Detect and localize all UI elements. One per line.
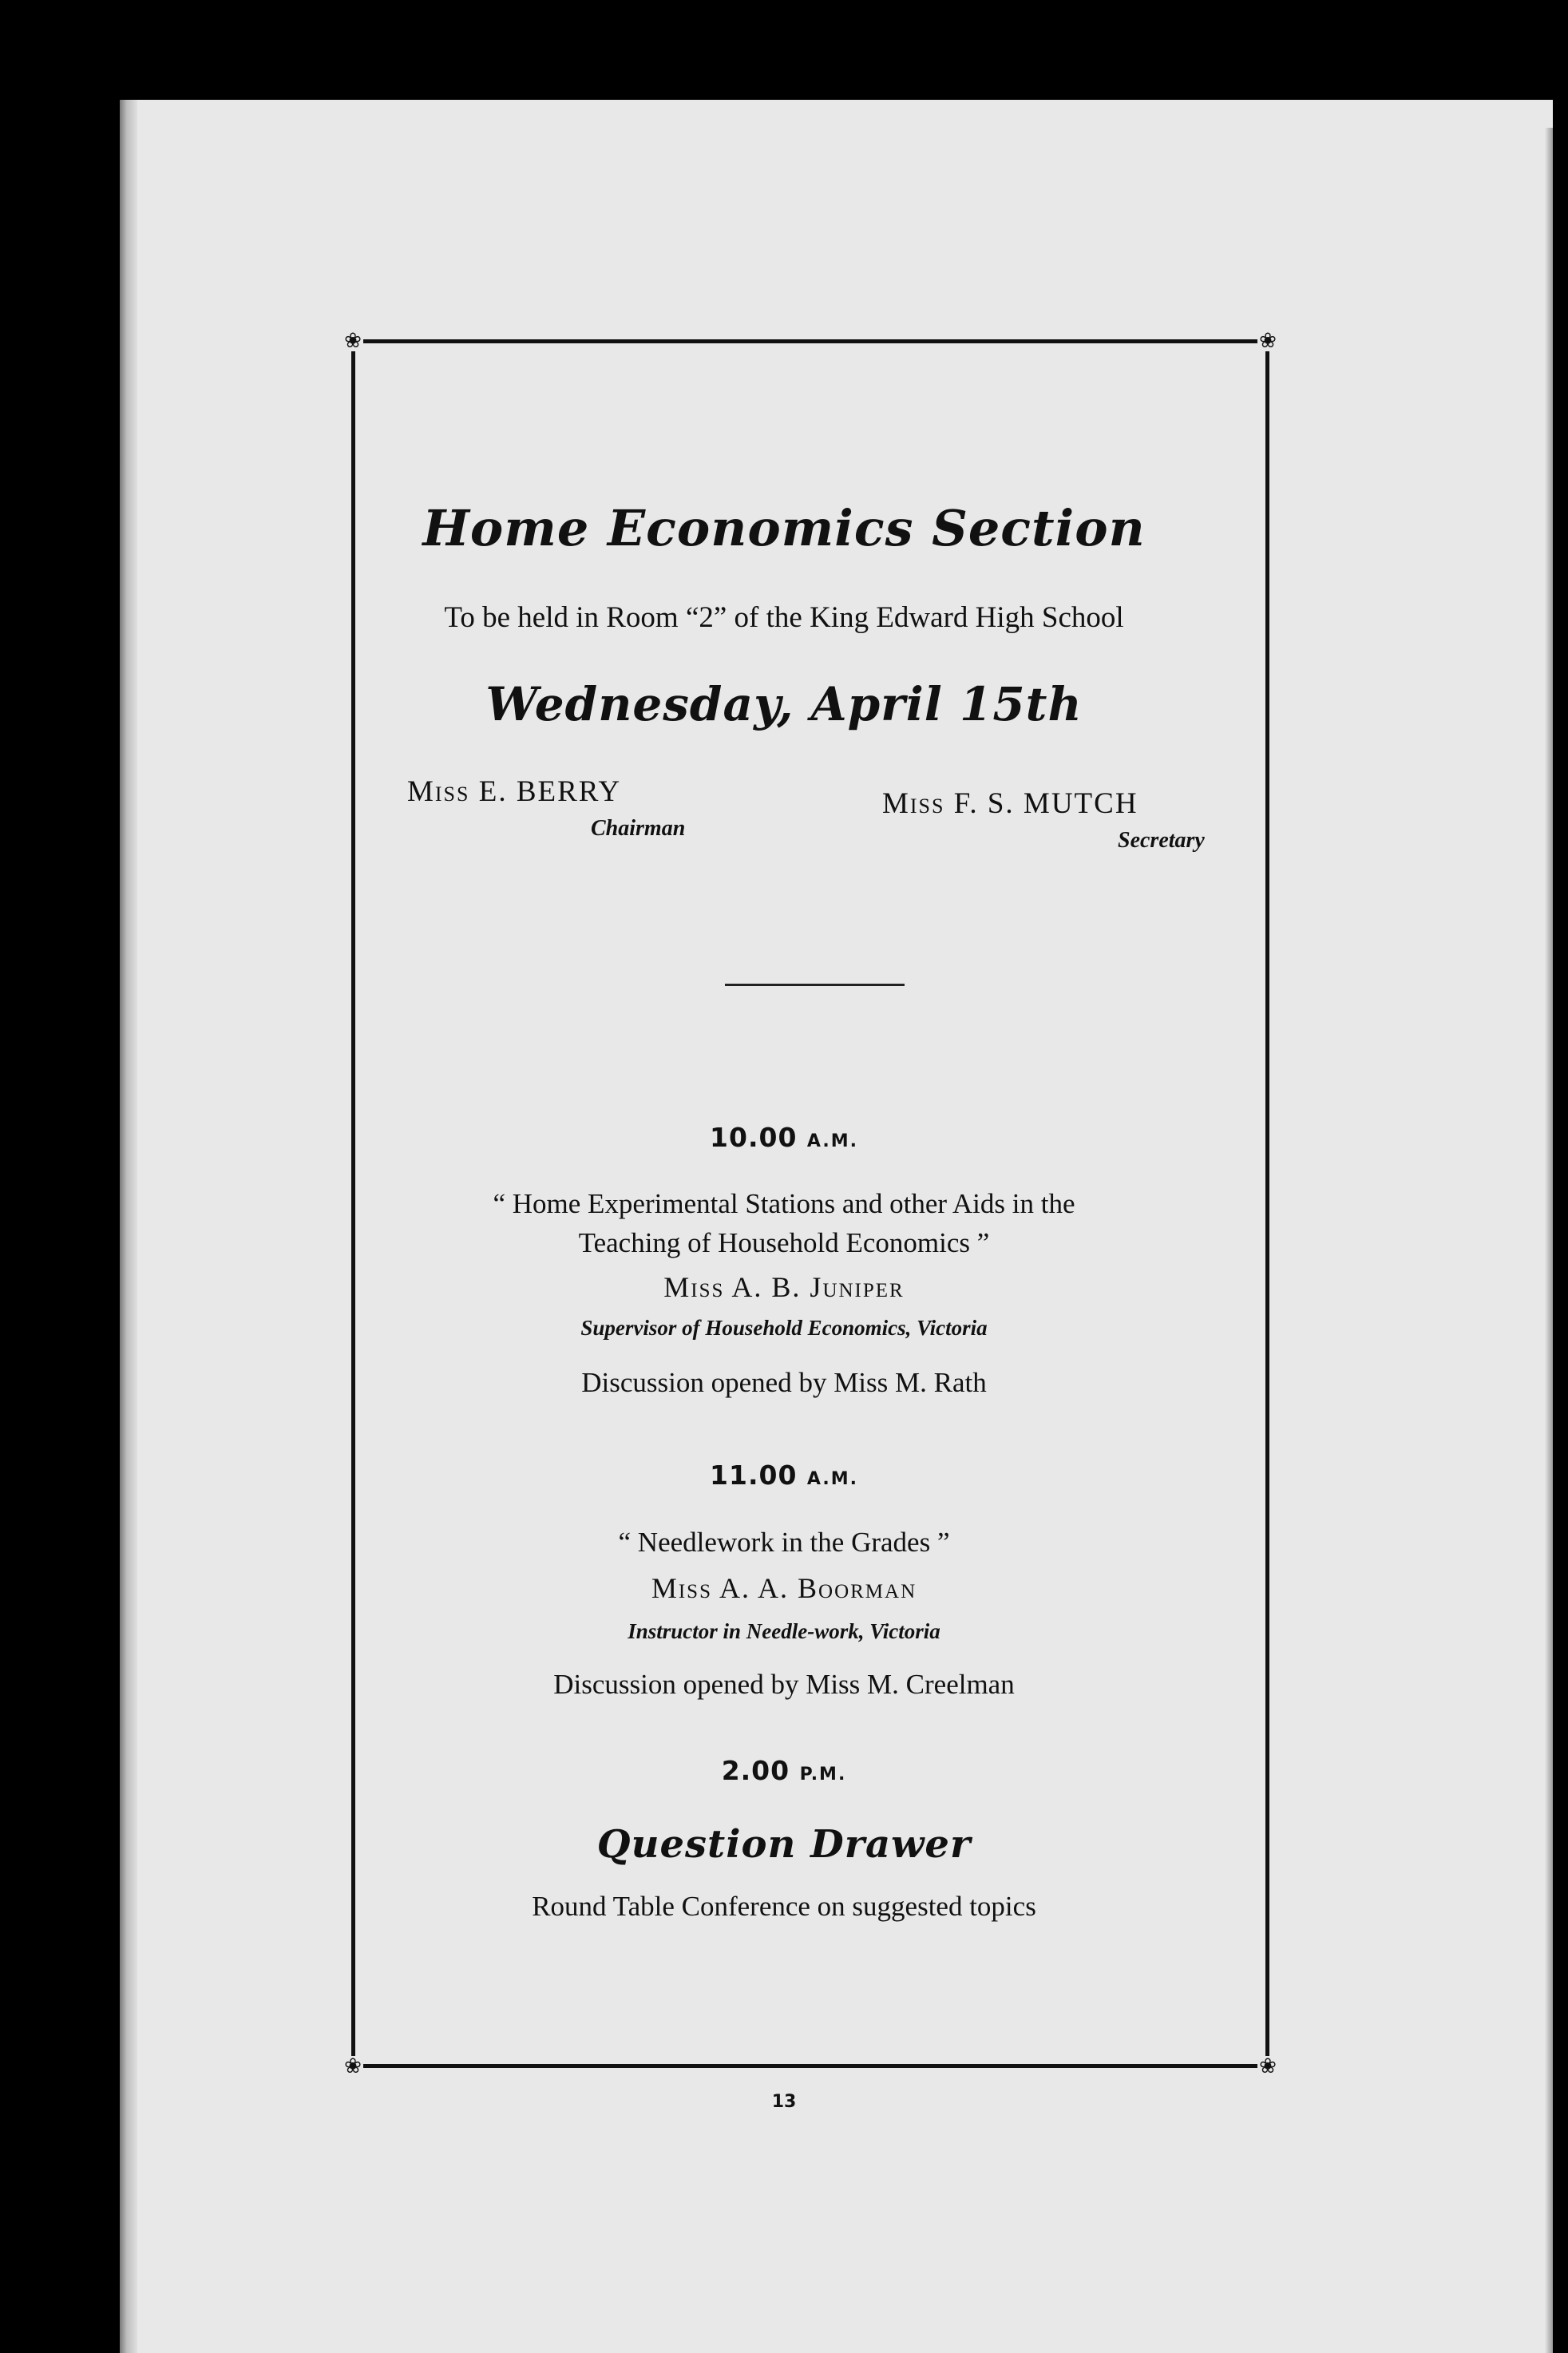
page-number: 13 bbox=[771, 2092, 797, 2112]
session-time bbox=[0, 1122, 1568, 1153]
time-suffix: A.M. bbox=[806, 1131, 858, 1151]
session-speaker-credit: Supervisor of Household Economics, Victoria bbox=[580, 1316, 988, 1340]
time-value: 10.00 bbox=[710, 1122, 798, 1153]
secretary-role: Secretary bbox=[1118, 828, 1205, 853]
time-suffix: P.M. bbox=[799, 1765, 847, 1785]
session-heading: Question Drawer bbox=[596, 1822, 972, 1867]
session-time bbox=[0, 1755, 1568, 1786]
session-topic-line1: “ Needlework in the Grades ” bbox=[618, 1527, 950, 1558]
session-speaker: Miss A. B. Juniper bbox=[663, 1271, 905, 1303]
divider-rule bbox=[725, 984, 905, 986]
time-value: 2.00 bbox=[721, 1755, 790, 1786]
session-topic-line2: Teaching of Household Economics ” bbox=[578, 1227, 990, 1258]
session-description: Round Table Conference on suggested topics bbox=[532, 1891, 1036, 1922]
session-time bbox=[0, 1460, 1568, 1491]
page-binding-edge bbox=[120, 100, 137, 2353]
session-discussion: Discussion opened by Miss M. Rath bbox=[581, 1367, 987, 1398]
time-suffix: A.M. bbox=[806, 1469, 858, 1489]
section-title: Home Economics Section bbox=[422, 499, 1146, 557]
corner-ornament-icon: ❀ bbox=[1257, 2056, 1278, 2077]
session-speaker: Miss A. A. Boorman bbox=[651, 1572, 917, 1604]
corner-ornament-icon: ❀ bbox=[343, 331, 363, 351]
chairman-role: Chairman bbox=[591, 816, 686, 841]
section-date: Wednesday, April 15th bbox=[485, 677, 1083, 731]
session-topic-line1: “ Home Experimental Stations and other Aids in the bbox=[493, 1188, 1075, 1219]
corner-ornament-icon: ❀ bbox=[1257, 331, 1278, 351]
secretary-name: Miss F. S. MUTCH bbox=[882, 787, 1138, 820]
session-discussion: Discussion opened by Miss M. Creelman bbox=[553, 1669, 1015, 1700]
section-location: To be held in Room “2” of the King Edward High School bbox=[444, 601, 1124, 634]
corner-ornament-icon: ❀ bbox=[343, 2056, 363, 2077]
chairman-name: Miss E. BERRY bbox=[407, 775, 622, 808]
session-speaker-credit: Instructor in Needle-work, Victoria bbox=[628, 1619, 940, 1643]
time-value: 11.00 bbox=[710, 1460, 798, 1491]
